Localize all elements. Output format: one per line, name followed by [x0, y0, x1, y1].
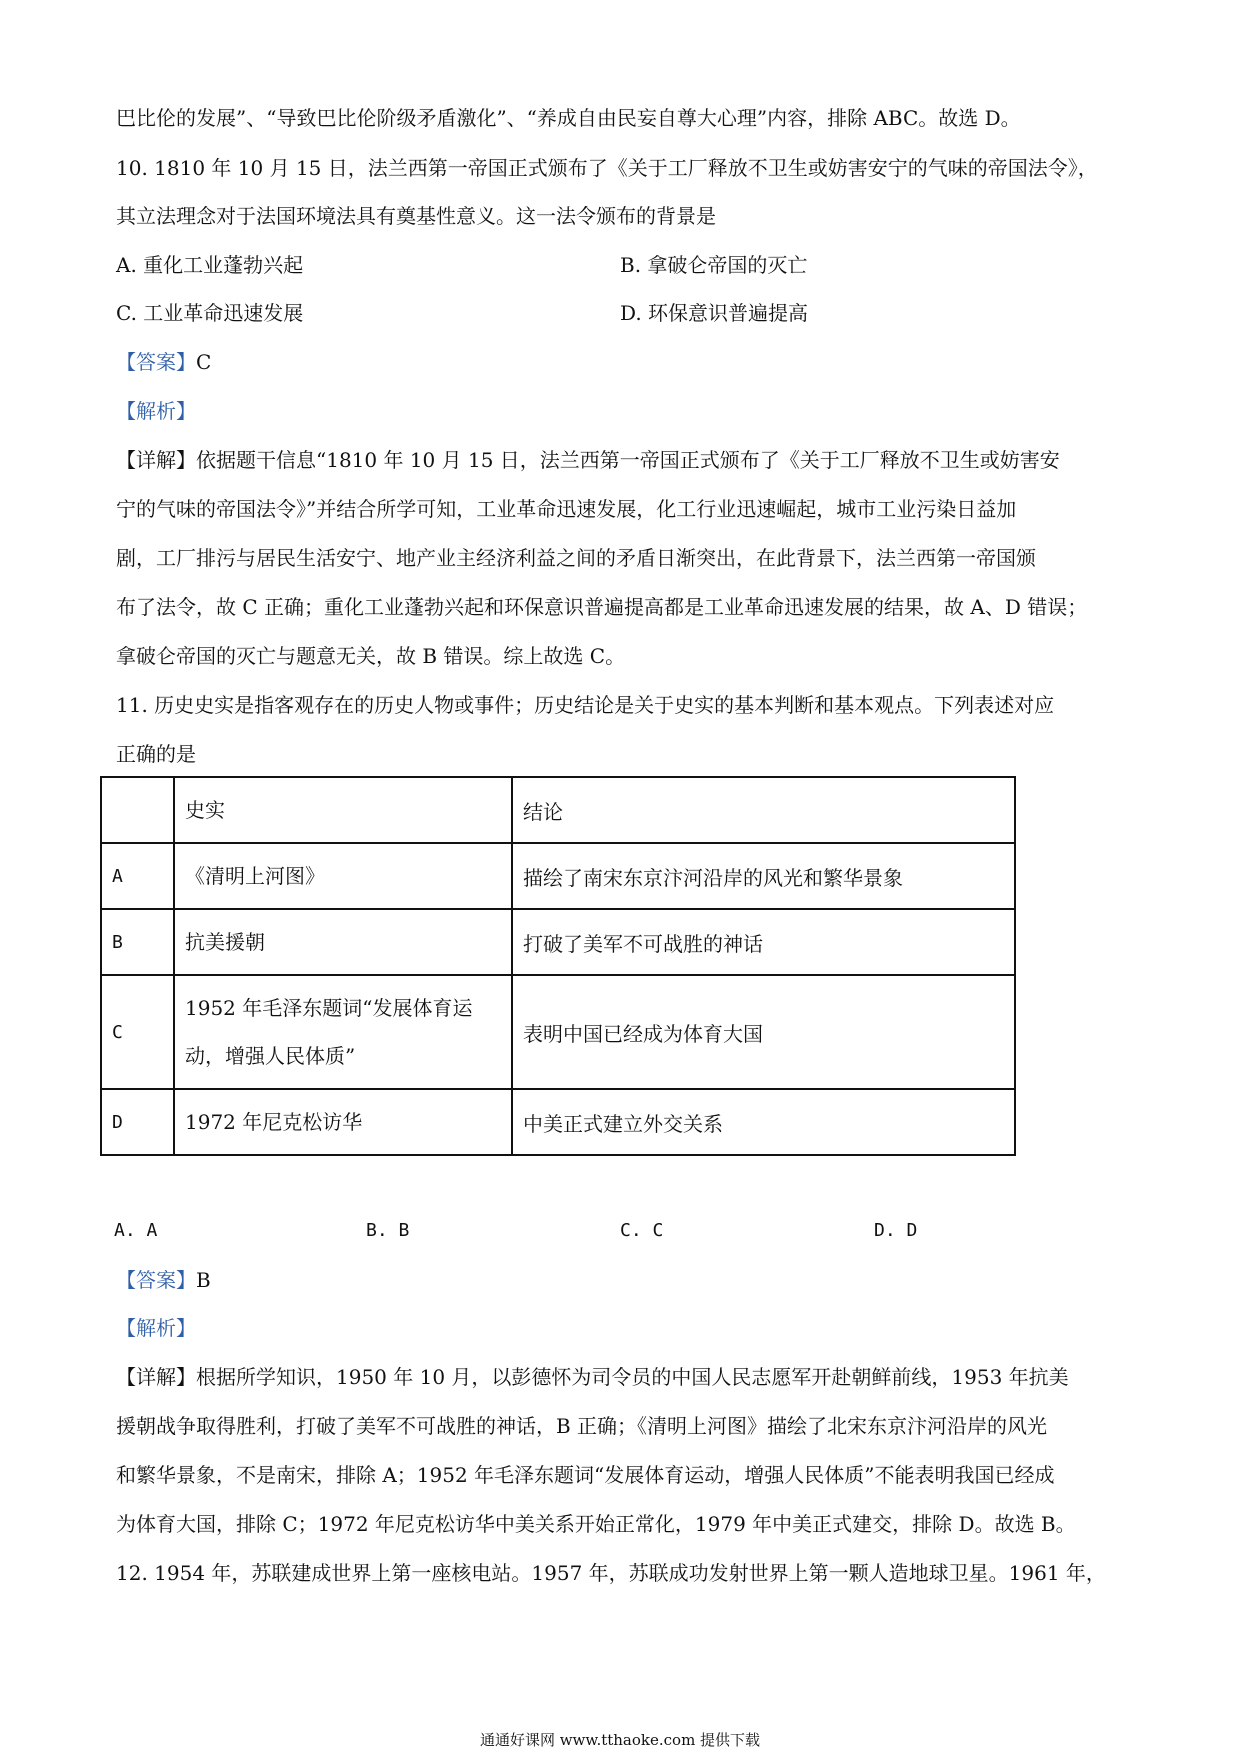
question-10-stem: 10. 1810 年 10 月 15 日，法兰西第一帝国正式颁布了《关于工厂释放不卫生或妨害安宁的气味的帝国法令》，: [116, 156, 1098, 180]
page-footer: 通通好课网 www.tthaoke.com 提供下载: [479, 1731, 761, 1749]
q11-option-a: A. A: [114, 1220, 158, 1241]
q11-detail-line: [116, 1367, 1069, 1387]
row-label: D: [101, 1089, 174, 1155]
table-header-row: [101, 777, 1015, 843]
row-label: C: [101, 975, 174, 1089]
answer-tag: 【答案】: [116, 1268, 196, 1292]
q10-detail-line: [116, 450, 1060, 470]
q10-option-d: D. 环保意识普遍提高: [620, 301, 809, 325]
row-conclusion: 打破了美军不可战胜的神话: [512, 909, 1015, 975]
detail-tag: 【详解】: [116, 448, 196, 472]
q10-answer: [116, 352, 211, 372]
paragraph-line: 巴比伦的发展”、“导致巴比伦阶级矛盾激化”、“养成自由民妄自尊大心理”内容，排除 ABC。故选 D。: [116, 106, 1021, 130]
detail-tag: 【详解】: [116, 1365, 196, 1389]
detail-text: 根据所学知识，1950 年 10 月，以彭德怀为司令员的中国人民志愿军开赴朝鲜前线，1953 年抗美: [196, 1365, 1069, 1389]
table-header-cell: [101, 777, 174, 843]
q11-option-b: B. B: [366, 1220, 410, 1241]
table-header-cell: 结论: [512, 777, 1015, 843]
table-row: [101, 1089, 1015, 1155]
q10-detail-line: 剧，工厂排污与居民生活安宁、地产业主经济利益之间的矛盾日渐突出，在此背景下，法兰西第一帝国颁: [116, 546, 1036, 570]
table-row: [101, 909, 1015, 975]
q11-detail-line: 为体育大国，排除 C；1972 年尼克松访华中美关系开始正常化，1979 年中美正式建交，排除 D。故选 B。: [116, 1512, 1076, 1536]
row-conclusion: 表明中国已经成为体育大国: [512, 975, 1015, 1089]
row-label: A: [101, 843, 174, 909]
row-fact: 1972 年尼克松访华: [174, 1089, 512, 1155]
question-11-stem: 正确的是: [116, 742, 196, 766]
answer-tag: 【答案】: [116, 350, 196, 374]
row-conclusion: 描绘了南宋东京汴河沿岸的风光和繁华景象: [512, 843, 1015, 909]
detail-text: 依据题干信息“1810 年 10 月 15 日，法兰西第一帝国正式颁布了《关于工厂释放不卫生或妨害安: [196, 448, 1060, 472]
question-11-stem: 11. 历史史实是指客观存在的历史人物或事件；历史结论是关于史实的基本判断和基本观点。下列表述对应: [116, 693, 1055, 717]
q10-analysis-tag: [116, 401, 196, 421]
question-12-stem: 12. 1954 年，苏联建成世界上第一座核电站。1957 年，苏联成功发射世界上第一颗人造地球卫星。1961 年，: [116, 1561, 1106, 1585]
q10-option-a: A. 重化工业蓬勃兴起: [116, 253, 304, 277]
q10-detail-line: 布了法令，故 C 正确；重化工业蓬勃兴起和环保意识普遍提高都是工业革命迅速发展的结果，故 A、D 错误；: [116, 595, 1088, 619]
q11-option-d: D. D: [874, 1220, 918, 1241]
row-fact: 《清明上河图》: [174, 843, 512, 909]
q11-answer: [116, 1270, 211, 1290]
table-row: [101, 975, 1015, 1089]
q11-detail-line: 援朝战争取得胜利，打破了美军不可战胜的神话，B 正确；《清明上河图》描绘了北宋东京汴河沿岸的风光: [116, 1414, 1048, 1438]
row-fact: 1952 年毛泽东题词“发展体育运动，增强人民体质”: [174, 975, 512, 1089]
q11-detail-line: 和繁华景象，不是南宋，排除 A；1952 年毛泽东题词“发展体育运动，增强人民体质”不能表明我国已经成: [116, 1463, 1055, 1487]
row-conclusion: 中美正式建立外交关系: [512, 1089, 1015, 1155]
facts-conclusions-table: [100, 776, 1016, 1156]
q11-analysis-tag: [116, 1318, 196, 1338]
q10-detail-line: 宁的气味的帝国法令》”并结合所学可知，工业革命迅速发展，化工行业迅速崛起，城市工业污染日益加: [116, 497, 1017, 521]
row-label: B: [101, 909, 174, 975]
analysis-tag: 【解析】: [116, 1316, 196, 1340]
answer-value: B: [196, 1268, 211, 1292]
q10-detail-line: 拿破仑帝国的灭亡与题意无关，故 B 错误。综上故选 C。: [116, 644, 626, 668]
table-row: [101, 843, 1015, 909]
row-fact: 抗美援朝: [174, 909, 512, 975]
q11-option-c: C. C: [620, 1220, 664, 1241]
q10-option-c: C. 工业革命迅速发展: [116, 301, 304, 325]
q10-option-b: B. 拿破仑帝国的灭亡: [620, 253, 808, 277]
analysis-tag: 【解析】: [116, 399, 196, 423]
question-10-stem: 其立法理念对于法国环境法具有奠基性意义。这一法令颁布的背景是: [116, 204, 716, 228]
table-header-cell: 史实: [174, 777, 512, 843]
answer-value: C: [196, 350, 212, 374]
